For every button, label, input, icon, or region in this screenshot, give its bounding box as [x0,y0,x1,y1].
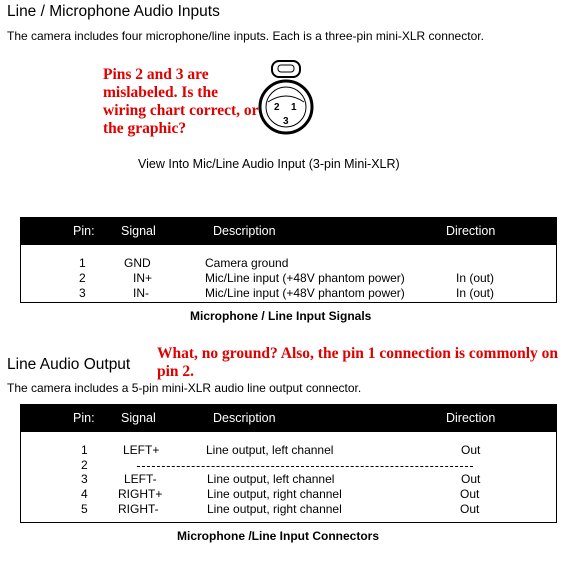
header-pin: Pin: [73,224,95,238]
cell-signal: IN- [133,286,149,300]
cell-description: Line output, right channel [207,502,342,516]
header-direction: Direction [446,411,496,425]
header-description: Description [213,411,276,425]
section-intro-inputs: The camera includes four microphone/line inputs. Each is a three-pin mini-XLR connector. [7,29,484,43]
cell-pin: 2 [79,271,86,285]
header-pin: Pin: [73,411,95,425]
header-signal: Signal [121,224,156,238]
table-header [21,218,556,245]
cell-pin: 2 [81,458,88,472]
header-description: Description [213,224,276,238]
cell-signal: IN+ [133,271,153,285]
connector-caption: View Into Mic/Line Audio Input (3-pin Mini-XLR) [138,157,400,171]
cell-direction: Out [461,443,481,457]
cell-description: Mic/Line input (+48V phantom power) [205,286,405,300]
table-header [21,405,556,432]
section-intro-output: The camera includes a 5-pin mini-XLR audio line output connector. [7,381,362,395]
cell-direction: In (out) [456,286,495,300]
cell-pin: 4 [81,487,88,501]
connector-pin-label: 2 [274,102,280,113]
cell-pin: 3 [79,286,86,300]
cell-description: Line output, left channel [206,443,334,457]
cell-pin: 1 [79,256,86,270]
header-direction: Direction [446,224,496,238]
cell-signal: RIGHT+ [118,487,163,501]
connector-pin-label: 1 [291,102,297,113]
cell-pin: 3 [81,472,88,486]
cell-pin: 1 [81,443,88,457]
cell-description: Mic/Line input (+48V phantom power) [205,271,405,285]
cell-signal: RIGHT- [118,502,159,516]
output-connectors-table [20,404,557,523]
cell-signal: LEFT+ [123,443,160,457]
unused-pin-divider [137,466,473,467]
header-signal: Signal [121,411,156,425]
input-signals-table [20,217,557,303]
connector-pin-label: 3 [283,116,289,127]
cell-direction: In (out) [456,271,495,285]
mini-xlr-connector-diagram [254,60,318,150]
annotation-pin-mislabel: Pins 2 and 3 are mislabeled. Is the wiring chart correct, or the graphic? [103,66,259,137]
cell-description: Line output, right channel [207,487,342,501]
cell-direction: Out [460,487,480,501]
cell-signal: LEFT- [124,472,157,486]
table-caption-inputs: Microphone / Line Input Signals [190,309,372,323]
section-title-inputs: Line / Microphone Audio Inputs [7,3,220,20]
section-title-output: Line Audio Output [7,356,131,373]
cell-direction: Out [460,502,480,516]
cell-direction: Out [461,472,481,486]
cell-pin: 5 [81,502,88,516]
cell-description: Camera ground [205,256,289,270]
cell-signal: GND [124,256,151,270]
cell-description: Line output, left channel [207,472,335,486]
table-caption-outputs: Microphone /Line Input Connectors [177,529,379,543]
annotation-no-ground: What, no ground? Also, the pin 1 connection is commonly on pin 2. [157,345,559,380]
